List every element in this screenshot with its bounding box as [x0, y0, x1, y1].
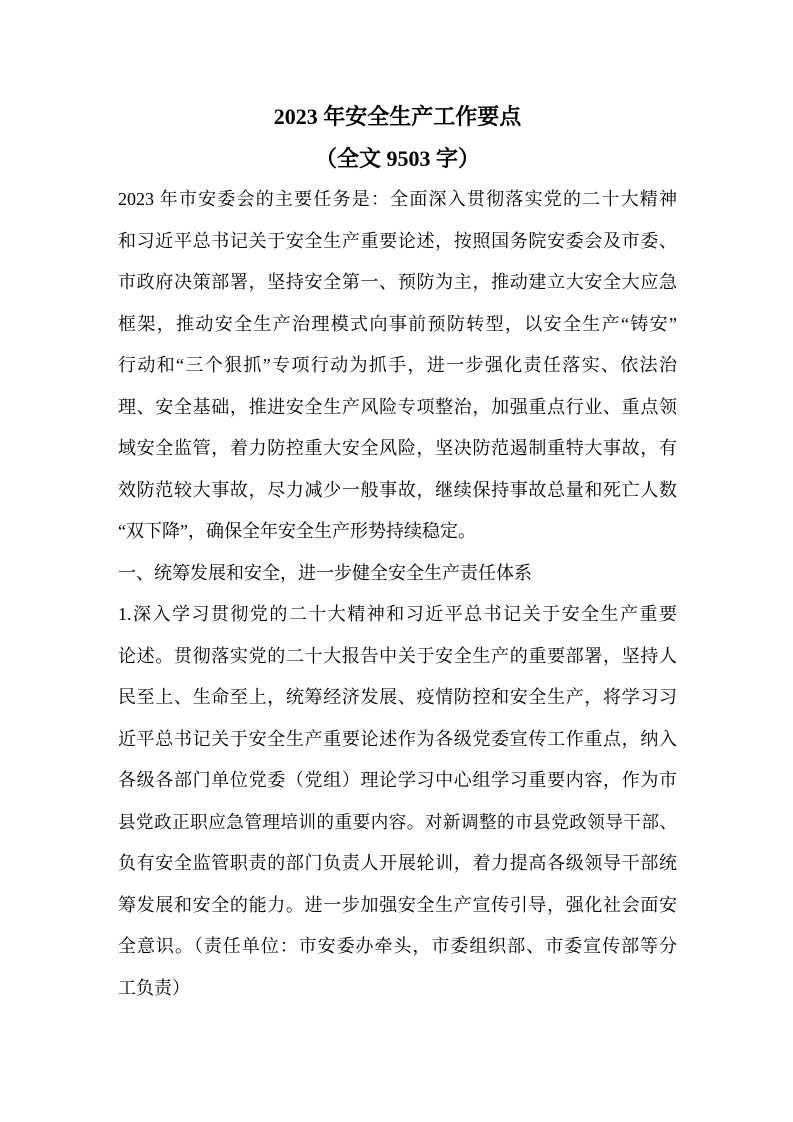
item-line: 负有安全监管职责的部门负责人开展轮训，着力提高各级领导干部统 — [118, 853, 677, 873]
intro-line-last: “双下降”，确保全年安全生产形势持续稳定。 — [118, 521, 476, 541]
document-title: 2023 年安全生产工作要点 — [273, 104, 522, 129]
item-line: 民至上、生命至上，统筹经济发展、疫情防控和安全生产，将学习习 — [118, 687, 677, 707]
intro-line: 市政府决策部署，坚持安全第一、预防为主，推动建立大安全大应急 — [118, 272, 677, 292]
intro-paragraph — [118, 179, 677, 553]
item-line: 1.深入学习贯彻党的二十大精神和习近平总书记关于安全生产重要 — [118, 604, 677, 624]
item-line: 近平总书记关于安全生产重要论述作为各级党委宣传工作重点，纳入 — [118, 728, 677, 749]
intro-line: 行动和“三个狠抓”专项行动为抓手，进一步强化责任落实、依法治 — [118, 355, 677, 375]
item-line: 县党政正职应急管理培训的重要内容。对新调整的市县党政领导干部、 — [118, 811, 677, 832]
intro-line: 框架，推动安全生产治理模式向事前预防转型，以安全生产“铸安” — [118, 313, 677, 334]
intro-line: 和习近平总书记关于安全生产重要论述，按照国务院安委会及市委、 — [118, 230, 677, 251]
item-line: 各级各部门单位党委（党组）理论学习中心组学习重要内容，作为市 — [118, 770, 677, 790]
item-line: 筹发展和安全的能力。进一步加强安全生产宣传引导，强化社会面安 — [118, 894, 677, 915]
section-1-heading: 一、统筹发展和安全，进一步健全安全生产责任体系 — [118, 562, 532, 583]
intro-line: 理、安全基础，推进安全生产风险专项整治，加强重点行业、重点领 — [118, 396, 677, 417]
intro-line: 2023 年市安委会的主要任务是：全面深入贯彻落实党的二十大精神 — [118, 189, 677, 209]
item-line: 论述。贯彻落实党的二十大报告中关于安全生产的重要部署，坚持人 — [118, 645, 677, 666]
item-line-last: 工负责） — [118, 977, 190, 998]
item-line: 全意识。（责任单位：市安委办牵头，市委组织部、市委宣传部等分 — [118, 936, 677, 956]
section-1-item-1-paragraph — [118, 594, 677, 1009]
intro-line: 域安全监管，着力防控重大安全风险，坚决防范遏制重特大事故，有 — [118, 438, 677, 458]
document-content — [118, 96, 677, 1009]
intro-line: 效防范较大事故，尽力减少一般事故，继续保持事故总量和死亡人数 — [118, 479, 677, 500]
document-subtitle-word-count: （全文 9503 字） — [314, 145, 480, 171]
